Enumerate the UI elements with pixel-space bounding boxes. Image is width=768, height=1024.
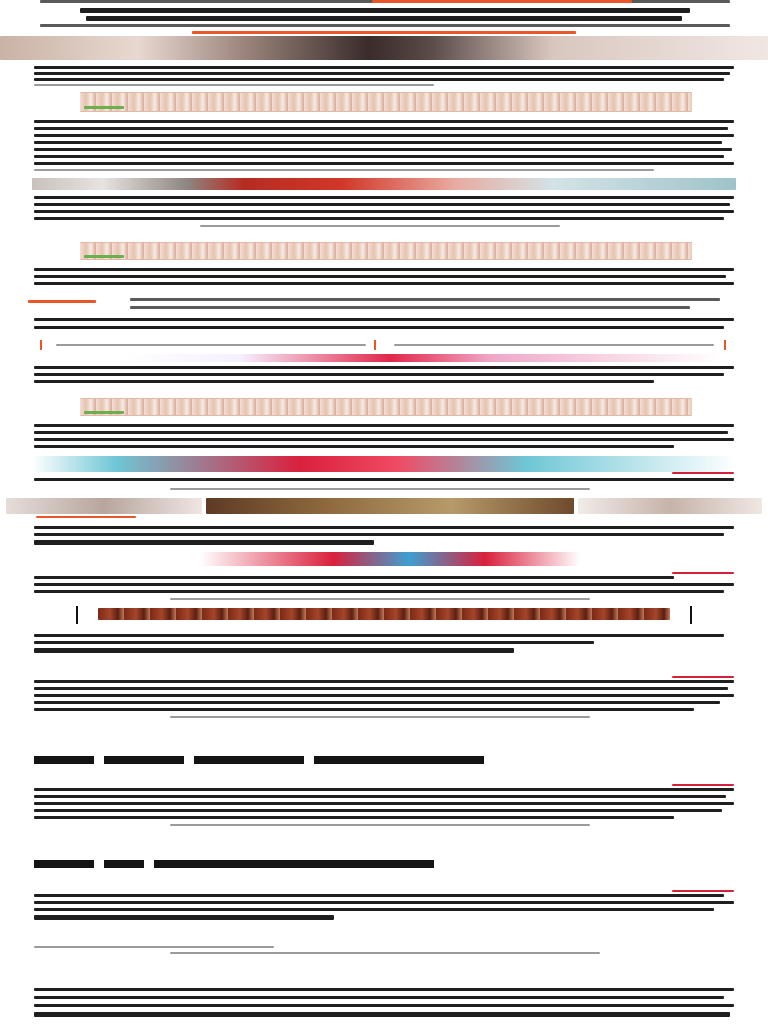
- paragraph-2: [0, 118, 768, 176]
- paragraph-6: [0, 422, 768, 454]
- image-caption-rule: [672, 472, 734, 474]
- paragraph-12: [0, 786, 768, 830]
- caption-2: [0, 944, 768, 958]
- promo-badge-icon: [84, 411, 124, 414]
- promo-banner-3[interactable]: [80, 398, 692, 416]
- headline-line-2: [86, 16, 682, 21]
- section-heading-2: [34, 756, 484, 764]
- inline-image-4: [200, 552, 580, 566]
- gallery-thumb-3[interactable]: [578, 498, 762, 514]
- caption-row: [0, 338, 768, 350]
- promo-badge-icon: [84, 106, 124, 109]
- paragraph-14: [0, 986, 768, 1024]
- caption-marker-mid: [374, 340, 376, 350]
- page-title: [0, 0, 1, 1]
- inline-image-2: [120, 354, 720, 362]
- promo-banner-1[interactable]: [80, 92, 692, 112]
- paragraph-13: [0, 892, 768, 932]
- inline-image-1: [32, 178, 736, 190]
- paragraph-8: [0, 524, 768, 550]
- framed-image-content: [98, 608, 670, 620]
- hero-image: [0, 36, 768, 60]
- paragraph-10: [0, 632, 768, 654]
- inline-link-accent[interactable]: [28, 300, 96, 303]
- headline-line-1: [80, 8, 690, 13]
- gallery-active-indicator: [36, 516, 136, 518]
- paragraph-3: [0, 194, 768, 234]
- caption-marker-right: [724, 340, 726, 350]
- subheadline-line: [40, 24, 730, 27]
- paragraph-11: [0, 678, 768, 722]
- gallery-thumb-2[interactable]: [206, 498, 574, 514]
- byline-underline: [192, 31, 576, 34]
- gallery-thumb-1[interactable]: [6, 498, 202, 514]
- caption-marker-left: [40, 340, 42, 350]
- section-heading-3: [34, 860, 434, 868]
- paragraph-7: [0, 476, 768, 496]
- promo-badge-icon: [84, 255, 124, 258]
- header-accent-bar: [372, 0, 632, 3]
- paragraph-9: [0, 574, 768, 604]
- thumbnail-gallery: [0, 498, 768, 520]
- paragraph-5: [0, 364, 768, 388]
- paragraph-1: [0, 64, 768, 86]
- inline-image-3: [32, 456, 736, 472]
- paragraph-4: [0, 266, 768, 344]
- promo-banner-2[interactable]: [80, 242, 692, 260]
- page-header: [0, 0, 768, 36]
- framed-image: [76, 606, 692, 624]
